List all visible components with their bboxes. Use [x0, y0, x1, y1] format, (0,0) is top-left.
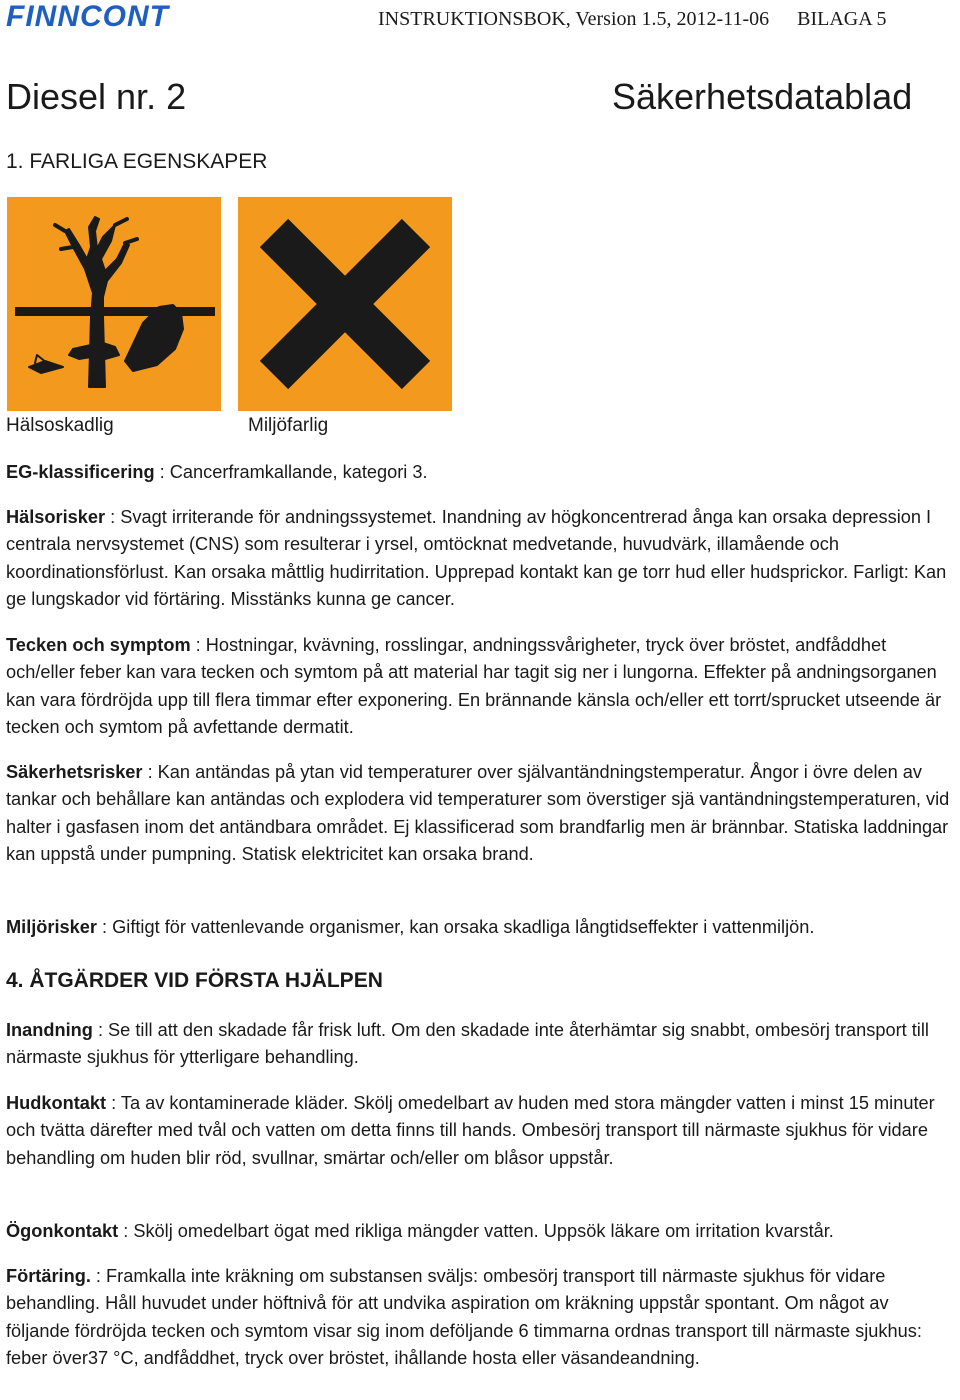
eye-contact-label: Ögonkontakt [6, 1221, 119, 1241]
safety-risks-paragraph [6, 759, 956, 868]
document-info: INSTRUKTIONSBOK, Version 1.5, 2012-11-06 [378, 8, 770, 30]
inhalation-paragraph [6, 1017, 956, 1072]
section-heading-first-aid: 4. ÅTGÄRDER VID FÖRSTA HJÄLPEN [6, 969, 383, 992]
safety-risks-text: : Kan antändas på ytan vid temperaturer over självantändningstemperatur. Ångor i övre delen av tankar och behållare kan antändas och explodera vid temperaturer som överstiger sjä vantändningstemperaturen, vid halter i gasfasen inom det antändbara området. Ej klassificerad som brandfarlig men är brännbar. Statiska laddningar kan uppstå under pumpning. Statisk elektricitet kan orsaka brand. [6, 762, 950, 864]
appendix-label: BILAGA 5 [797, 8, 887, 30]
skin-contact-label: Hudkontakt [6, 1093, 107, 1113]
company-logo: FINNCONT [6, 0, 169, 33]
health-risks-paragraph [6, 504, 956, 613]
environment-risks-label: Miljörisker [6, 917, 97, 937]
environment-risks-paragraph [6, 914, 956, 941]
eye-contact-text: : Skölj omedelbart ögat med rikliga mängder vatten. Uppsök läkare om irritation kvarstår. [118, 1221, 834, 1241]
health-risks-label: Hälsorisker [6, 507, 106, 527]
pictogram-label-health: Hälsoskadlig [6, 415, 114, 436]
document-header [378, 8, 887, 31]
safety-risks-label: Säkerhetsrisker [6, 762, 143, 782]
inhalation-text: : Se till att den skadade får frisk luft. Om den skadade inte återhämtar sig snabbt, ombesörj transport till närmaste sjukhus för ytterligare behandling. [6, 1020, 929, 1068]
environment-hazard-icon [7, 197, 221, 411]
page-title: Diesel nr. 2 [6, 76, 187, 117]
health-risks-text: : Svagt irriterande för andningssystemet. Inandning av högkoncentrerad ånga kan orsaka depression I centrala nervsystemet (CNS) som resulterar i yrsel, omtöcknat medvetande, huvudvärk, illamående och koordinationsförlust. Kan orsaka måttlig hudirritation. Upprepad kontakt kan ge torr hud eller hudsprickor. Farligt: Kan ge lungskador vid förtäring. Misstänks kunna ge cancer. [6, 507, 947, 609]
symptoms-text: : Hostningar, kvävning, rosslingar, andningssvårigheter, tryck över bröstet, andfåddhet och/eller feber kan vara tecken och symtom på att material har tagit sig ner i lungorna. Effekter på andningsorganen kan vara fördröjda upp till flera timmar efter exponering. En brännande känsla och/eller ett torrt/sprucket utseende är tecken och symtom på avfettande dermatit. [6, 635, 942, 737]
classification-label: EG-klassificering [6, 462, 155, 482]
page-subtitle: Säkerhetsdatablad [612, 76, 913, 117]
inhalation-label: Inandning [6, 1020, 93, 1040]
ingestion-paragraph [6, 1263, 956, 1372]
skin-contact-paragraph [6, 1090, 956, 1172]
pictogram-label-environment: Miljöfarlig [248, 415, 329, 436]
environment-risks-text: : Giftigt för vattenlevande organismer, kan orsaka skadliga långtidseffekter i vattenmiljön. [96, 917, 815, 937]
harmful-x-icon [238, 197, 452, 411]
classification-text: : Cancerframkallande, kategori 3. [154, 462, 428, 482]
eye-contact-paragraph [6, 1218, 956, 1245]
symptoms-paragraph [6, 632, 956, 741]
section-heading-hazards: 1. FARLIGA EGENSKAPER [6, 150, 268, 173]
symptoms-label: Tecken och symptom [6, 635, 191, 655]
classification-paragraph [6, 459, 956, 486]
skin-contact-text: : Ta av kontaminerade kläder. Skölj omedelbart av huden med stora mängder vatten i minst 15 minuter och tvätta därefter med tvål och vatten om detta finns till hands. Ombesörj transport till närmaste sjukhus för vidare behandling om huden blir röd, svullnar, smärtar och/eller om blåsor uppstår. [6, 1093, 935, 1168]
ingestion-label: Förtäring. [6, 1266, 91, 1286]
ingestion-text: : Framkalla inte kräkning om substansen sväljs: ombesörj transport till närmaste sjukhus för vidare behandling. Håll huvudet under höftnivå för att undvika aspiration om kräkning uppstår spontant. Om något av följande fördröjda tecken och symtom visar sig inom deföljande 6 timmarna ordnas transport till närmaste sjukhus: feber över37 °C, andfåddhet, tryck over bröstet, ihållande hosta eller väsandeandning. [6, 1266, 922, 1368]
